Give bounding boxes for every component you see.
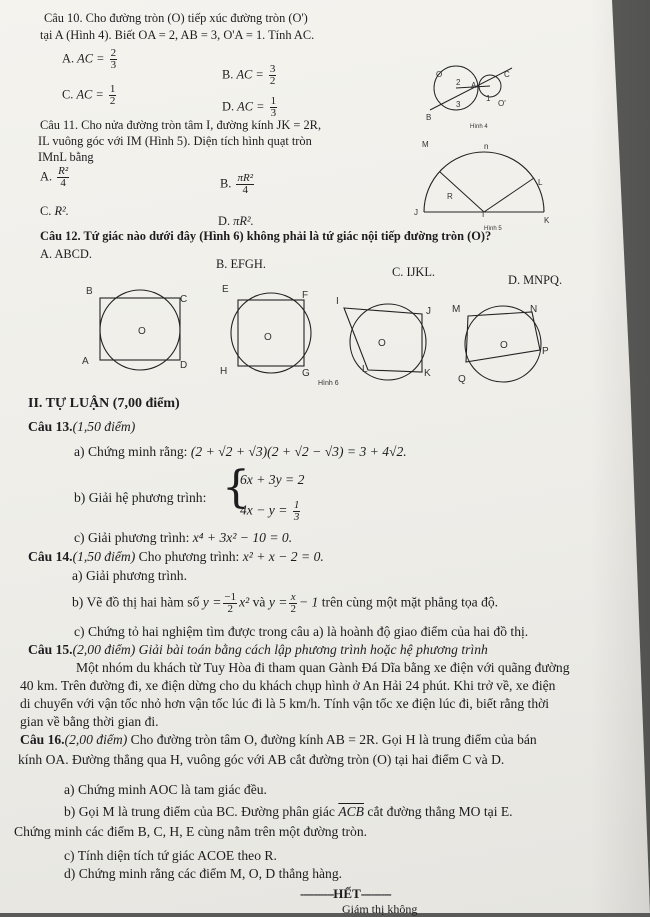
fig4-label-1: 1 bbox=[486, 94, 491, 103]
points: (1,50 điểm) bbox=[72, 549, 136, 564]
fig4-label-c: C bbox=[504, 70, 510, 79]
fig6a-label-a: A bbox=[82, 356, 89, 367]
option-label: D. bbox=[222, 99, 235, 114]
fig5-label-r: R bbox=[447, 192, 453, 201]
fig6d-label-p: P bbox=[542, 346, 549, 357]
dash-left: ---------- bbox=[300, 886, 334, 901]
q15-line3: di chuyển với vận tốc nhỏ hơn vận tốc lúc đi là 5 km/h. Tính vận tốc xe điện lúc đi, biết rằng thời bbox=[20, 696, 550, 711]
q10-line2: tại A (Hình 4). Biết OA = 2, AB = 3, O'A = 1. Tính AC. bbox=[40, 28, 315, 42]
q15-heading bbox=[28, 642, 488, 658]
fig6a-label-o: O bbox=[138, 326, 146, 337]
denominator: 2 bbox=[109, 95, 116, 107]
option-expr: AC = bbox=[76, 87, 104, 102]
fraction bbox=[109, 84, 117, 107]
fig6c-label-o: O bbox=[378, 338, 386, 349]
fig6b-label-h: H bbox=[220, 366, 228, 377]
numerator: 3 bbox=[269, 63, 276, 75]
fraction bbox=[57, 166, 69, 189]
part-text: b) Gọi M là trung điểm của BC. Đường phân giác bbox=[64, 804, 335, 819]
option-label: A. bbox=[40, 169, 53, 184]
denominator: 2 bbox=[227, 603, 233, 615]
fig5-label-n: n bbox=[484, 142, 489, 151]
q14-part-c: c) Chứng tỏ hai nghiệm tìm được trong câu a) là hoành độ giao điểm của hai đồ thị. bbox=[74, 624, 529, 639]
numerator: 1 bbox=[293, 499, 300, 511]
page-shadow bbox=[590, 0, 650, 913]
option-label: A. bbox=[62, 51, 75, 66]
quadrilateral-mnpq bbox=[466, 312, 540, 362]
conjunction: và bbox=[252, 594, 266, 610]
q12-option-c: C. IJKL. bbox=[392, 265, 436, 279]
q14-part-b bbox=[72, 592, 498, 615]
q16-part-d: d) Chứng minh rằng các điểm M, O, D thẳng hàng. bbox=[64, 866, 343, 881]
section-heading: Giải bài toán bằng cách lập phương trình hoặc hệ phương trình bbox=[138, 642, 488, 657]
end-text: HẾT bbox=[333, 886, 361, 901]
numerator: 1 bbox=[109, 83, 116, 95]
part-text: b) Vẽ đồ thị hai hàm số bbox=[72, 594, 200, 610]
q13-part-b: b) Giải hệ phương trình: bbox=[74, 490, 207, 505]
numerator: 1 bbox=[270, 95, 277, 107]
q11-option-b bbox=[220, 173, 256, 196]
expression: x² + x − 2 = 0. bbox=[242, 549, 324, 564]
q12-text: Câu 12. Tứ giác nào dưới đây (Hình 6) không phải là tứ giác nội tiếp đường tròn (O)? bbox=[40, 229, 492, 243]
option-expr: AC = bbox=[236, 67, 264, 82]
fraction bbox=[289, 592, 297, 615]
option-label: B. bbox=[220, 176, 232, 191]
numerator: πR² bbox=[237, 172, 254, 184]
fig5-label-i: I bbox=[482, 210, 485, 219]
denominator: 4 bbox=[60, 177, 66, 189]
figure-6c bbox=[338, 300, 438, 380]
q10-option-b bbox=[222, 64, 278, 87]
option-expr: πR². bbox=[233, 214, 254, 228]
numerator: R² bbox=[58, 165, 69, 177]
option-label: C. bbox=[40, 204, 52, 218]
q15-line2: 40 km. Trên đường đi, xe điện dừng cho du khách chụp hình ở An Hải 24 phút. Khi trở về, xe điện bbox=[20, 678, 556, 693]
semicircle bbox=[424, 152, 544, 212]
fig4-title: Hình 4 bbox=[470, 124, 488, 130]
fig6d-label-n: N bbox=[530, 304, 538, 315]
footer-note: Giám thị không bbox=[342, 902, 418, 916]
q14-heading bbox=[28, 549, 324, 565]
fig5-label-m: M bbox=[422, 140, 429, 149]
q12-option-b: B. EFGH. bbox=[216, 257, 266, 271]
q16-text: Cho đường tròn tâm O, đường kính AB = 2R. Gọi H là trung điểm của bán bbox=[130, 732, 537, 747]
fig4-label-o: O bbox=[436, 70, 443, 79]
fig6a-label-d: D bbox=[180, 360, 188, 371]
radius-il bbox=[484, 178, 534, 212]
question-number: Câu 16. bbox=[20, 732, 65, 747]
question-number: Câu 13. bbox=[28, 419, 73, 434]
q13-part-a bbox=[74, 444, 407, 460]
q11-line2: IL vuông góc với IM (Hình 5). Diện tích hình quạt tròn bbox=[38, 134, 312, 148]
fig5-label-k: K bbox=[544, 216, 550, 225]
q15-line4: gian về bằng thời gian đi. bbox=[20, 714, 159, 729]
eq-left: 4x − y = bbox=[240, 502, 288, 518]
q10-line1: Câu 10. Cho đường tròn (O) tiếp xúc đường tròn (O') bbox=[44, 11, 308, 25]
fig6b-label-g: G bbox=[302, 368, 310, 379]
fig5-label-j: J bbox=[414, 208, 418, 217]
fig6b-label-e: E bbox=[222, 284, 229, 295]
angle-acb: $\overline{ACB}$ bbox=[338, 804, 364, 819]
q11-option-a bbox=[40, 166, 71, 189]
q12-option-d: D. MNPQ. bbox=[508, 273, 563, 287]
fraction bbox=[236, 173, 254, 196]
q11-line1: Câu 11. Cho nửa đường tròn tâm I, đường kính JK = 2R, bbox=[40, 118, 322, 132]
q14-part-a: a) Giải phương trình. bbox=[72, 568, 187, 583]
q16-part-b-line2: Chứng minh các điểm B, C, H, E cùng nằm trên một đường tròn. bbox=[14, 824, 368, 839]
part-text-end: trên cùng một mặt phẳng tọa độ. bbox=[321, 594, 499, 610]
option-label: D. bbox=[218, 214, 231, 228]
q12-option-a: A. ABCD. bbox=[40, 247, 92, 261]
question-number: Câu 15. bbox=[28, 642, 73, 657]
fig6c-label-l: L bbox=[362, 364, 368, 375]
denominator: 3 bbox=[110, 59, 117, 71]
fraction bbox=[293, 500, 301, 523]
q13-eq1: 6x + 3y = 2 bbox=[240, 472, 305, 487]
fraction bbox=[269, 64, 277, 87]
denominator: 3 bbox=[293, 511, 300, 523]
fig6d-label-m: M bbox=[452, 304, 461, 315]
q10-option-c bbox=[62, 84, 118, 107]
dash-right: --------- bbox=[360, 886, 391, 901]
denominator: 2 bbox=[269, 75, 276, 87]
expression: x⁴ + 3x² − 10 = 0. bbox=[192, 530, 293, 545]
denominator: 3 bbox=[270, 107, 277, 119]
q16-heading bbox=[20, 732, 537, 748]
expression: (2 + √2 + √3)(2 + √2 − √3) = 3 + 4√2. bbox=[190, 444, 407, 459]
fig5-label-l: L bbox=[538, 178, 543, 187]
system-brace: { bbox=[222, 462, 250, 513]
fraction bbox=[110, 48, 118, 71]
q15-line1: Một nhóm du khách từ Tuy Hòa đi tham quan Gành Đá Dĩa bằng xe điện với quãng đường bbox=[76, 660, 570, 675]
option-label: B. bbox=[222, 67, 234, 82]
numerator: x bbox=[290, 591, 296, 603]
q12-line1 bbox=[40, 228, 491, 244]
q16-part-a: a) Chứng minh AOC là tam giác đều. bbox=[64, 782, 267, 797]
fig5-title: Hình 5 bbox=[484, 226, 502, 232]
q13-heading bbox=[28, 419, 135, 435]
func1-left: y = bbox=[202, 594, 222, 610]
fig6b-label-f: F bbox=[302, 290, 309, 301]
fig6a-label-c: C bbox=[180, 294, 188, 305]
denominator: 4 bbox=[242, 184, 248, 196]
part2-title: II. TỰ LUẬN (7,00 điểm) bbox=[28, 396, 180, 411]
fig4-label-a: A bbox=[471, 81, 477, 90]
points: (2,00 điểm) bbox=[64, 732, 128, 747]
func2-right: − 1 bbox=[298, 594, 319, 610]
fig6a-label-b: B bbox=[86, 286, 93, 297]
fig6d-label-q: Q bbox=[458, 374, 466, 385]
q16-part-c: c) Tính diện tích tứ giác ACOE theo R. bbox=[64, 848, 277, 863]
fig4-label-o-prime: O' bbox=[498, 99, 506, 108]
part-text-end: cắt đường thẳng MO tại E. bbox=[367, 804, 513, 819]
points: (1,50 điểm) bbox=[72, 419, 136, 434]
intro-text: Cho phương trình: bbox=[138, 549, 240, 564]
func1-right: x² bbox=[239, 594, 250, 610]
fig6c-label-i: I bbox=[336, 296, 339, 307]
fig6b-label-o: O bbox=[264, 332, 272, 343]
fraction bbox=[270, 96, 278, 119]
fraction bbox=[223, 592, 237, 615]
question-number: Câu 14. bbox=[28, 549, 73, 564]
option-expr: AC = bbox=[237, 99, 265, 114]
fig6-title: Hình 6 bbox=[318, 380, 339, 387]
option-expr: R². bbox=[54, 204, 69, 218]
q11-line3: IMnL bằng bbox=[38, 150, 94, 164]
fig4-label-2: 2 bbox=[456, 78, 461, 87]
part-text: a) Chứng minh rằng: bbox=[74, 444, 188, 459]
q16-line2: kính OA. Đường thẳng qua H, vuông góc với AB cắt đường tròn (O) tại hai điểm C và D. bbox=[18, 752, 505, 767]
fig6c-label-j: J bbox=[426, 306, 431, 317]
q13-eq2 bbox=[240, 500, 302, 523]
part-text: c) Giải phương trình: bbox=[74, 530, 190, 545]
fig4-label-b: B bbox=[426, 113, 432, 122]
denominator: 2 bbox=[290, 603, 296, 615]
option-expr: AC = bbox=[77, 51, 105, 66]
q11-option-c bbox=[40, 203, 69, 219]
fig4-label-3: 3 bbox=[456, 100, 461, 109]
numerator: 2 bbox=[110, 47, 117, 59]
fig6c-label-k: K bbox=[424, 368, 431, 379]
fig6d-label-o: O bbox=[500, 340, 508, 351]
option-label: C. bbox=[62, 87, 74, 102]
func2-left: y = bbox=[268, 594, 288, 610]
points: (2,00 điểm) bbox=[72, 642, 136, 657]
q10-option-a bbox=[62, 48, 119, 71]
end-marker bbox=[300, 886, 391, 902]
q13-part-c bbox=[74, 530, 292, 546]
q16-part-b bbox=[64, 804, 513, 820]
numerator: −1 bbox=[224, 591, 237, 603]
q11-option-d bbox=[218, 213, 254, 229]
q10-option-d bbox=[222, 96, 279, 119]
